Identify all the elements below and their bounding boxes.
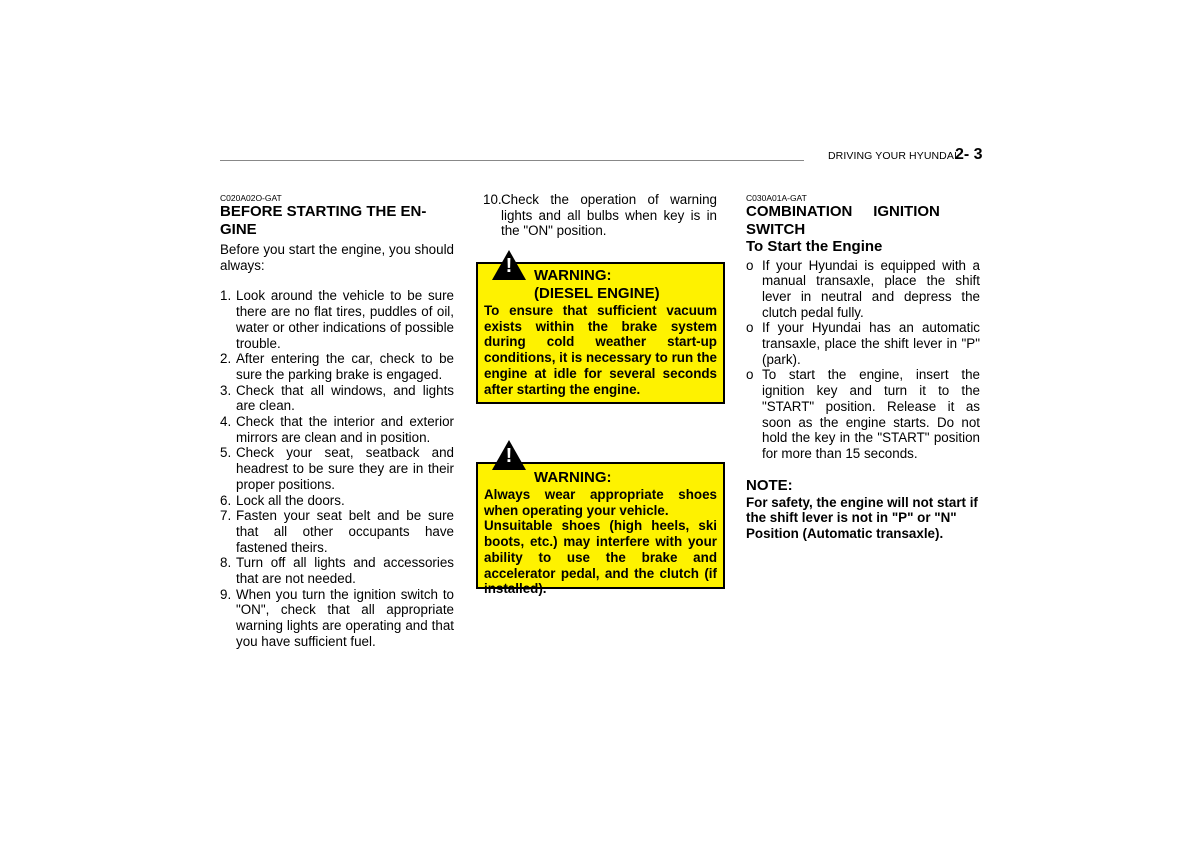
warning-box-diesel [476,255,725,404]
section-title [220,203,454,238]
section-title [746,203,980,238]
section-title-line1: COMBINATION IGNITION [746,203,940,220]
warning-box-shoes [476,445,725,597]
section-code: C030A01A-GAT [746,193,807,203]
warning-body-1: Always wear appropriate shoes when operating your vehicle. [484,487,717,518]
list-item: 8. Turn off all lights and accessories that are not needed. [220,555,454,587]
warning-subtitle: (DIESEL ENGINE) [534,285,660,302]
section-subtitle: To Start the Engine [746,238,883,255]
list-item: o To start the engine, insert the ignition key and turn it to the "START" position. Release it as soon as the engine starts. Do not hold the key in the "START" position for more than 15 seconds. [746,367,980,461]
list-item: 2. After entering the car, check to be sure the parking brake is engaged. [220,351,454,382]
warning-triangle-icon: ! [492,250,526,280]
section-header: DRIVING YOUR HYUNDAI [828,150,957,162]
list-item: o If your Hyundai is equipped with a manual transaxle, place the shift lever in neutral and depress the clutch pedal fully. [746,257,980,320]
warning-body-2: Unsuitable shoes (high heels, ski boots, etc.) may interfere with your ability to use the brake and accelerator pedal, and the clutch (if installed). [484,518,717,597]
list-item: 7. Fasten your seat belt and be sure that all other occupants have fastened theirs. [220,508,454,555]
note-title: NOTE: [746,476,793,494]
section-title-line2: GINE [220,220,257,238]
section-code: C020A02O-GAT [220,193,282,203]
section-title-line2: SWITCH [746,220,806,238]
warning-title: WARNING: [534,267,612,284]
list-item: 10. Check the operation of warning lights and all bulbs when key is in the "ON" position. [483,192,717,239]
page-number: 2- 3 [955,146,983,163]
steps-list-continued [483,192,717,239]
list-item: 6. Lock all the doors. [220,492,345,508]
column-ignition-switch [746,193,980,542]
column-before-starting [220,193,454,650]
warning-triangle-icon: ! [492,440,526,470]
intro-text: Before you start the engine, you should always: [220,242,454,273]
note-body: For safety, the engine will not start if the shift lever is not in "P" or "N" Position (Automatic transaxle). [746,494,978,542]
header-rule [220,160,804,161]
list-item: 4. Check that the interior and exterior mirrors are clean and in position. [220,414,454,445]
list-item: 9. When you turn the ignition switch to "ON", check that all appropriate warning lights are operating and that you have sufficient fuel. [220,586,454,649]
list-item: 5. Check your seat, seatback and headrest to be sure they are in their proper positions. [220,445,454,492]
list-item: 1. Look around the vehicle to be sure there are no flat tires, puddles of oil, water or other indications of possible trouble. [220,288,454,351]
list-item: o If your Hyundai has an automatic transaxle, place the shift lever in "P" (park). [746,320,980,367]
warning-title: WARNING: [534,469,612,486]
steps-list [220,288,454,649]
list-item: 3. Check that all windows, and lights are clean. [220,382,454,414]
warning-body: To ensure that sufficient vacuum exists within the brake system during cold weather start-up conditions, it is necessary to run the engine at idle for several seconds after starting the engine. [484,303,717,397]
start-steps-list [746,258,980,462]
section-title-line1: BEFORE STARTING THE EN- [220,203,427,220]
column-warnings [483,192,717,239]
